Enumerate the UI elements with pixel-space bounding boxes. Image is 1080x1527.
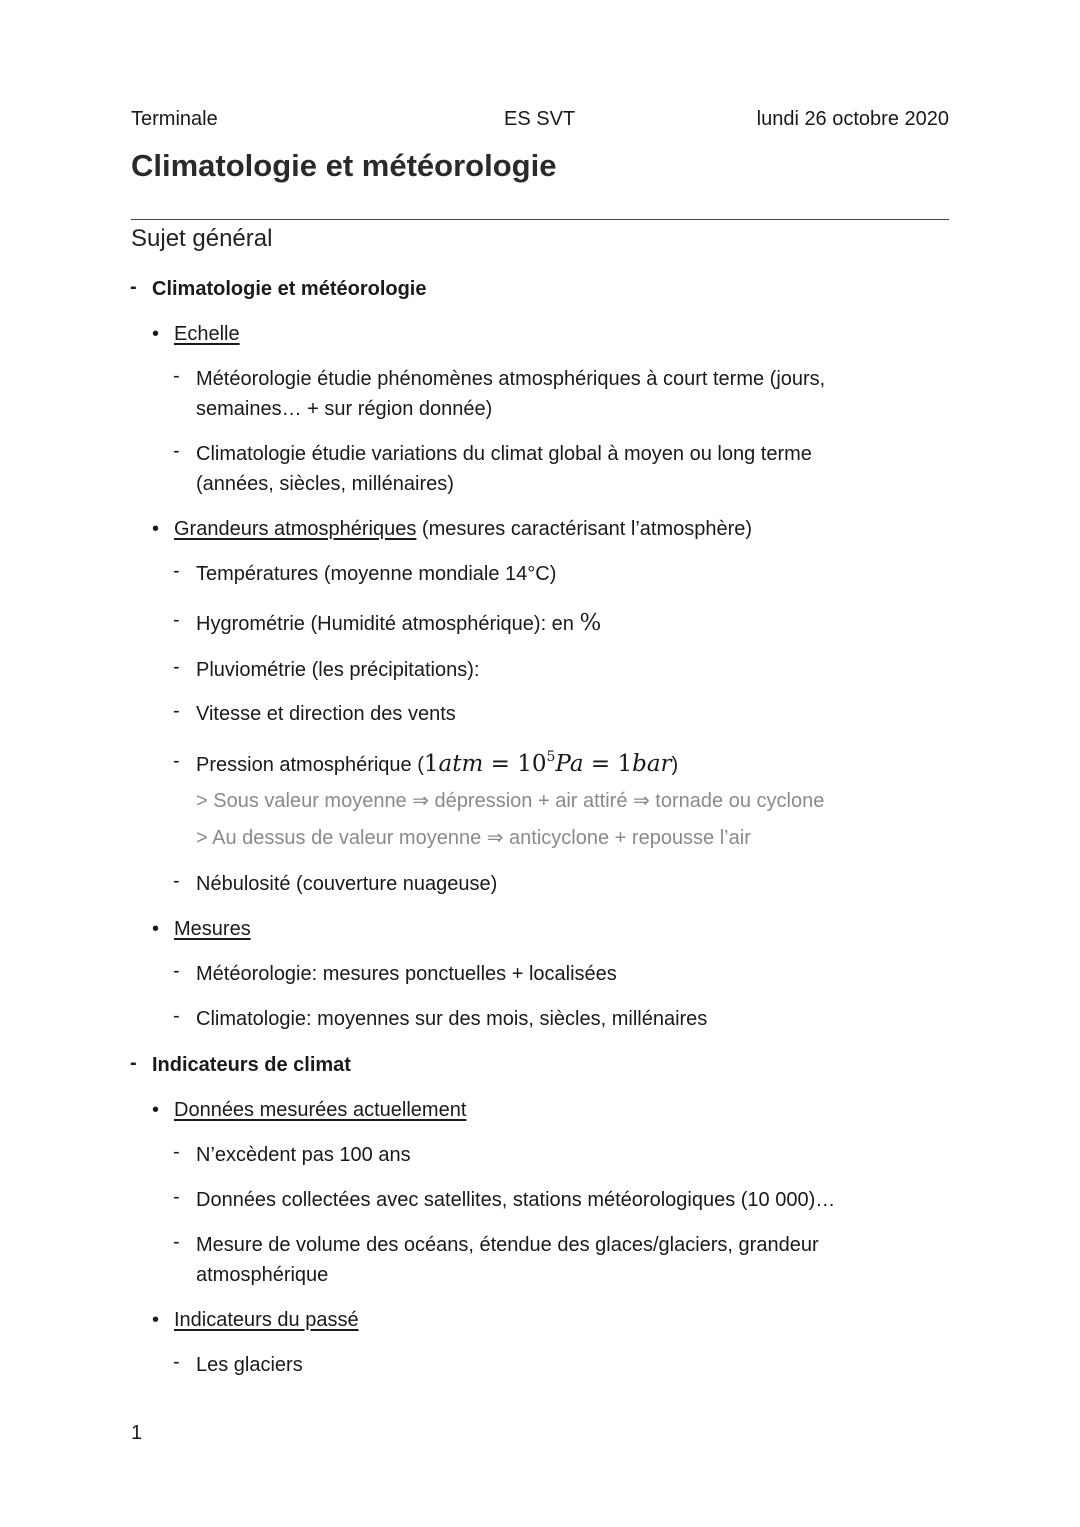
bullet-icon: • [152, 518, 160, 540]
header-date: lundi 26 octobre 2020 [756, 108, 949, 130]
list-item: - N’excèdent pas 100 ans [173, 1141, 411, 1166]
header-subject: ES SVT [504, 108, 576, 130]
list-item-continued: atmosphérique [196, 1264, 329, 1286]
list-item: - Climatologie étudie variations du climat global à moyen ou long terme [173, 440, 812, 465]
list-item: - Pression atmosphérique $(1atm = 10^5Pa = 1bar)$ [173, 749, 679, 777]
bullet-icon: • [152, 1099, 160, 1121]
section-title: Sujet général [131, 225, 273, 252]
bullet-icon: • [152, 1309, 160, 1331]
divider [131, 219, 949, 220]
pressure-formula: $1atm = 10^5Pa = 1bar$ [423, 749, 672, 777]
page-number: 1 [131, 1422, 143, 1444]
bullet-icon: • [152, 323, 160, 345]
header-level: Terminale [131, 108, 218, 130]
dash-marker: - [130, 1052, 137, 1074]
note-line: > Au dessus de valeur moyenne ⇒ anticyclone + repousse l’air [196, 827, 751, 849]
list-item: - Climatologie: moyennes sur des mois, siècles, millénaires [173, 1005, 708, 1030]
list-item: - Nébulosité (couverture nuageuse) [173, 870, 498, 895]
list-item: - Hygrométrie (Humidité atmosphérique): en % [173, 609, 602, 636]
heading-climatologie: - Climatologie et météorologie [152, 274, 426, 304]
list-item: - Vitesse et direction des vents [173, 700, 456, 725]
list-item: • Echelle [174, 319, 240, 349]
bullet-icon: • [152, 918, 160, 940]
list-item: • Grandeurs atmosphériques (mesures caractérisant l’atmosphère) [174, 514, 752, 544]
list-item-continued: (années, siècles, millénaires) [196, 473, 454, 495]
page-title: Climatologie et météorologie [131, 148, 557, 183]
note-line: > Sous valeur moyenne ⇒ dépression + air attiré ⇒ tornade ou cyclone [196, 790, 825, 812]
page-header [131, 108, 949, 136]
dash-marker: - [130, 276, 137, 298]
list-item: • Données mesurées actuellement [174, 1095, 466, 1125]
list-item-continued: semaines… + sur région donnée) [196, 398, 493, 420]
list-item: • Indicateurs du passé [174, 1305, 359, 1335]
list-item: • Mesures [174, 914, 251, 944]
list-item: - Données collectées avec satellites, stations météorologiques (10 000)… [173, 1186, 836, 1211]
list-item: - Mesure de volume des océans, étendue des glaces/glaciers, grandeur [173, 1231, 819, 1256]
list-item: - Températures (moyenne mondiale 14°C) [173, 560, 557, 585]
list-item: - Les glaciers [173, 1351, 303, 1376]
heading-indicateurs: - Indicateurs de climat [152, 1050, 351, 1080]
list-item: - Météorologie: mesures ponctuelles + localisées [173, 960, 617, 985]
list-item: - Météorologie étudie phénomènes atmosphériques à court terme (jours, [173, 365, 826, 390]
list-item: - Pluviométrie (les précipitations): [173, 656, 480, 681]
